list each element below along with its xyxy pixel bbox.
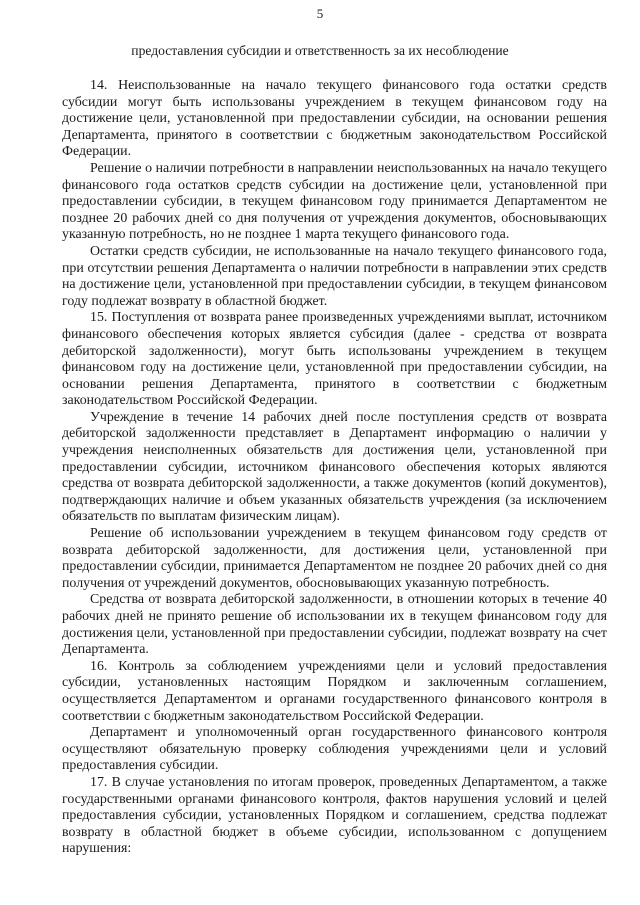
paragraph-15-reporting: Учреждение в течение 14 рабочих дней после поступления средств от возврата дебиторской задолженности представляет в Департамент информацию о наличии у учреждения неисполненных обязательств для достижения цели, установленной при предоставлении субсидии, источником финансового обеспечения которых являются средства от возврата дебиторской задолженности, а также документов (копий документов), подтверждающих наличие и объем указанных обязательств учреждения (за исключением обязательств по выплатам физическим лицам).	[62, 409, 607, 525]
paragraph-16: 16. Контроль за соблюдением учреждениями цели и условий предоставления субсидии, установленных настоящим Порядком и заключенным соглашением, осуществляется Департаментом и органами государственного финансового контроля в соответствии с бюджетным законодательством Российской Федерации.	[62, 658, 607, 724]
paragraph-14-decision: Решение о наличии потребности в направлении неиспользованных на начало текущего финансового года остатков средств субсидии на достижение цели, установленной при предоставлении субсидии, в текущем финансовом году принимается Департаментом не позднее 20 рабочих дней со дня получения от учреждения документов, обосновывающих указанную потребность, но не позднее 1 марта текущего финансового года.	[62, 160, 607, 243]
page-number: 5	[316, 6, 324, 21]
paragraph-17: 17. В случае установления по итогам проверок, проведенных Департаментом, а также государственными органами финансового контроля, фактов нарушения условий и целей предоставления субсидии, установленных Порядком и соглашением, средства подлежат возврату в областной бюджет в объеме субсидии, использованном с допущением нарушения:	[62, 774, 607, 857]
paragraph-15-return: Средства от возврата дебиторской задолженности, в отношении которых в течение 40 рабочих дней не принято решение об использовании их в текущем финансовом году для достижения цели, установленной при предоставлении субсидии, подлежат возврату на счет Департамента.	[62, 592, 607, 658]
document-body	[62, 78, 607, 858]
paragraph-15-decision: Решение об использовании учреждением в текущем финансовом году средств от возврата дебиторской задолженности, для достижения цели, установленной при предоставлении субсидии, принимается Департаментом не позднее 20 рабочих дней со дня получения от учреждений документов, обосновывающих указанную потребность.	[62, 526, 607, 591]
paragraph-15: 15. Поступления от возврата ранее произведенных учреждениями выплат, источником финансового обеспечения которых является субсидия (далее - средства от возврата дебиторской задолженности), могут быть использованы учреждением в текущем финансовом году на достижение цели, установленной при предоставлении субсидии, на основании решения Департамента, принятого в соответствии с бюджетным законодательством Российской Федерации.	[62, 310, 607, 409]
paragraph-16-verification: Департамент и уполномоченный орган государственного финансового контроля осуществляют обязательную проверку соблюдения учреждениями цели и условий предоставления субсидии.	[62, 725, 607, 774]
section-heading-continuation: предоставления субсидии и ответственность за их несоблюдение	[131, 43, 509, 58]
paragraph-14: 14. Неиспользованные на начало текущего финансового года остатки средств субсидии могут быть использованы учреждением в текущем финансовом году на достижение цели, установленной при предоставлении субсидии, на основании решения Департамента, принятого в соответствии с бюджетным законодательством Российской Федерации.	[62, 78, 607, 160]
paragraph-14-remainder: Остатки средств субсидии, не использованные на начало текущего финансового года, при отсутствии решения Департамента о наличии потребности в направлении этих средств на достижение цели, установленной при предоставлении субсидии, в текущем финансовом году подлежат возврату в областной бюджет.	[62, 243, 607, 309]
